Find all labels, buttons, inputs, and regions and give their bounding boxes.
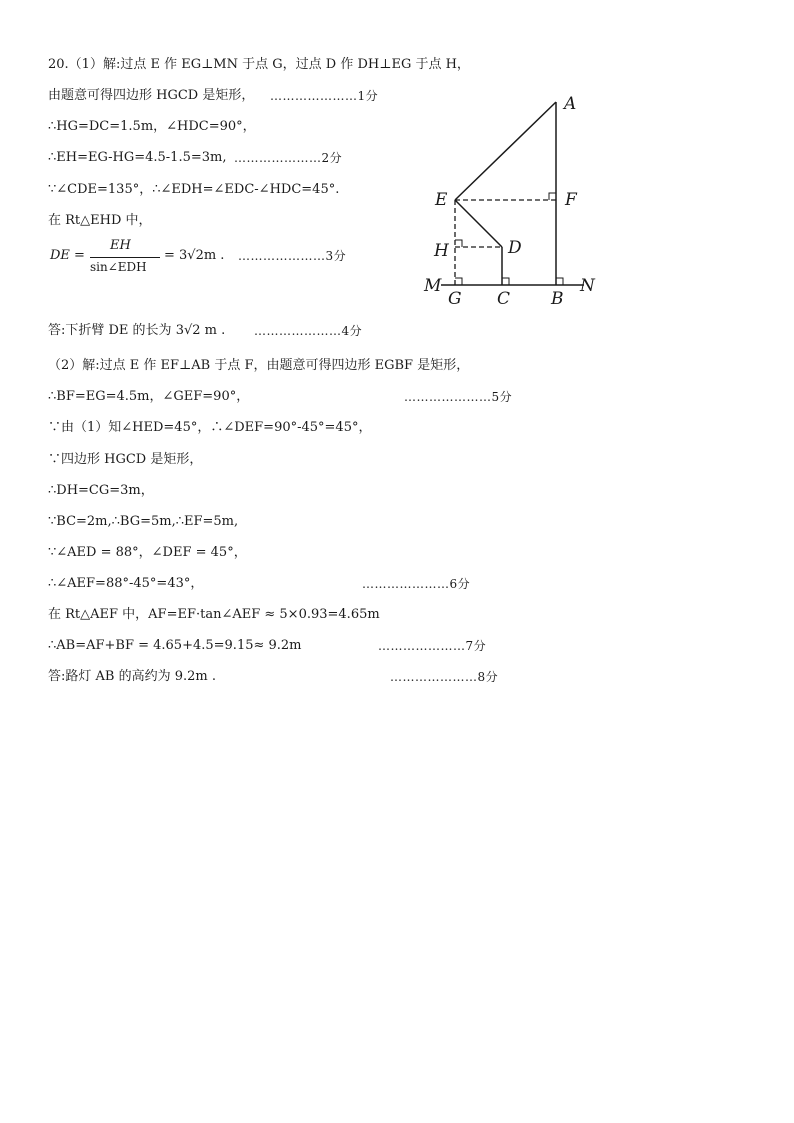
solution-line: ∴AB=AF+BF = 4.65+4.5=9.15≈ 9.2m bbox=[48, 638, 302, 653]
solution-line: ∴DH=CG=3m， bbox=[48, 483, 154, 498]
formula-rhs: = 3√2m . bbox=[164, 248, 225, 263]
score-marker: …………………4分 bbox=[254, 324, 363, 338]
score-marker: …………………5分 bbox=[404, 390, 513, 404]
solution-line: ∴∠AEF=88°-45°=43°， bbox=[48, 576, 204, 591]
label-c: C bbox=[497, 289, 511, 309]
geometry-figure bbox=[414, 90, 614, 310]
solution-line: ∴EH=EG-HG=4.5-1.5=3m, bbox=[48, 150, 227, 165]
formula-numerator: EH bbox=[110, 238, 131, 253]
solution-line: 由题意可得四边形 HGCD 是矩形， bbox=[48, 88, 255, 103]
solution-line: 在 Rt△EHD 中， bbox=[48, 213, 152, 228]
score-marker: …………………8分 bbox=[390, 670, 499, 684]
label-f: F bbox=[565, 190, 577, 210]
solution-line: ∵∠AED = 88°，∠DEF = 45°， bbox=[48, 545, 247, 560]
solution-line: 20.（1）解:过点 E 作 EG⊥MN 于点 G，过点 D 作 DH⊥EG 于点 H， bbox=[48, 57, 470, 72]
label-g: G bbox=[448, 289, 462, 309]
solution-line: ∵四边形 HGCD 是矩形， bbox=[48, 452, 203, 467]
right-angle-b bbox=[556, 278, 563, 285]
formula-lhs: DE = bbox=[50, 248, 85, 263]
solution-line: 在 Rt△AEF 中，AF=EF·tan∠AEF ≈ 5×0.93=4.65m bbox=[48, 607, 380, 622]
label-m: M bbox=[424, 276, 442, 296]
label-b: B bbox=[551, 289, 564, 309]
right-angle-h bbox=[455, 240, 462, 247]
label-n: N bbox=[580, 276, 595, 296]
score-marker: …………………3分 bbox=[238, 249, 347, 263]
label-e: E bbox=[435, 190, 448, 210]
fraction-bar bbox=[90, 257, 160, 258]
right-angle-c bbox=[502, 278, 509, 285]
solution-line: （2）解:过点 E 作 EF⊥AB 于点 F，由题意可得四边形 EGBF 是矩形， bbox=[48, 358, 470, 373]
score-marker: …………………2分 bbox=[234, 151, 343, 165]
solution-line: ∴BF=EG=4.5m，∠GEF=90°， bbox=[48, 389, 250, 404]
solution-line: ∵由（1）知∠HED=45°，∴∠DEF=90°-45°=45°， bbox=[48, 420, 372, 435]
label-d: D bbox=[508, 238, 522, 258]
formula-denominator: sin∠EDH bbox=[90, 260, 147, 274]
score-marker: …………………7分 bbox=[378, 639, 487, 653]
right-angle-f bbox=[549, 193, 556, 200]
segment-ae bbox=[455, 102, 556, 200]
solution-line: ∵BC=2m,∴BG=5m,∴EF=5m, bbox=[48, 514, 239, 529]
answer-line: 答:下折臂 DE 的长为 3√2 m . bbox=[48, 323, 226, 338]
solution-line: ∵∠CDE=135°，∴∠EDH=∠EDC-∠HDC=45°. bbox=[48, 182, 340, 197]
answer-line: 答:路灯 AB 的高约为 9.2m . bbox=[48, 669, 216, 684]
solution-line: ∴HG=DC=1.5m，∠HDC=90°， bbox=[48, 119, 256, 134]
score-marker: …………………6分 bbox=[362, 577, 471, 591]
right-angle-g bbox=[455, 278, 462, 285]
label-a: A bbox=[564, 94, 577, 114]
label-h: H bbox=[434, 241, 449, 261]
score-marker: …………………1分 bbox=[270, 89, 379, 103]
